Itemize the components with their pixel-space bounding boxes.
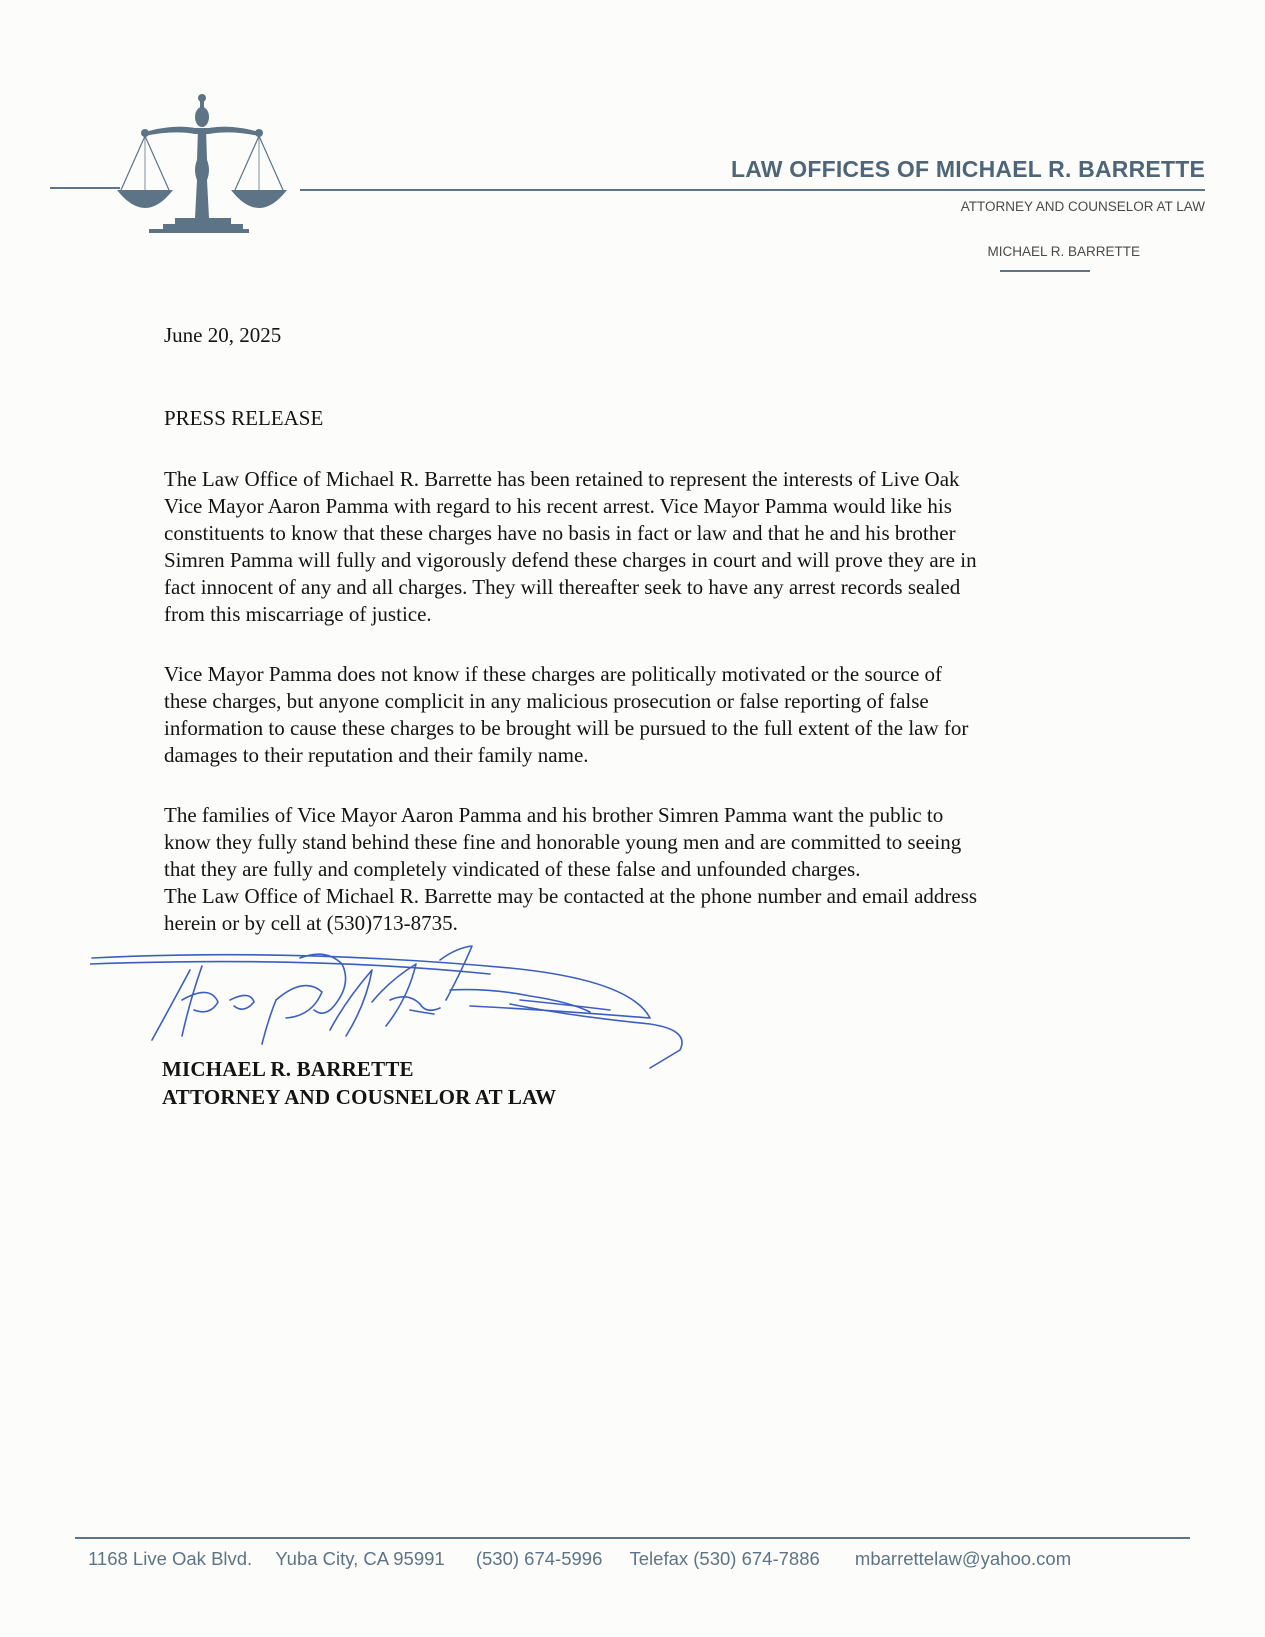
paragraph-line: fact innocent of any and all charges. They will thereafter seek to have any arrest records sealed bbox=[164, 575, 961, 599]
paragraph-line: Vice Mayor Pamma does not know if these charges are politically motivated or the source of bbox=[164, 662, 943, 686]
paragraph-line: The families of Vice Mayor Aaron Pamma and his brother Simren Pamma want the public to bbox=[164, 803, 944, 827]
paragraph-line: Simren Pamma will fully and vigorously defend these charges in court and will prove they are in bbox=[164, 548, 977, 572]
paragraph-line: that they are fully and completely vindicated of these false and unfounded charges. bbox=[164, 857, 861, 881]
letterhead-rule-left bbox=[50, 187, 120, 189]
paragraph-line: constituents to know that these charges have no basis in fact or law and that he and his brother bbox=[164, 521, 956, 545]
paragraph-line: these charges, but anyone complicit in any malicious prosecution or false reporting of false bbox=[164, 689, 929, 713]
paragraph-1 bbox=[164, 466, 1124, 628]
letterhead-rule-right bbox=[300, 189, 1205, 191]
paragraph-3 bbox=[164, 802, 1124, 937]
signatory-title: ATTORNEY AND COUSNELOR AT LAW bbox=[162, 1085, 557, 1109]
attorney-name-underline bbox=[1000, 270, 1090, 272]
paragraph-line: know they fully stand behind these fine and honorable young men and are committed to seeing bbox=[164, 830, 962, 854]
letter-heading: PRESS RELEASE bbox=[164, 406, 324, 430]
footer-city: Yuba City, CA 95991 bbox=[275, 1548, 445, 1569]
paragraph-line: damages to their reputation and their family name. bbox=[164, 743, 589, 767]
firm-name: LAW OFFICES OF MICHAEL R. BARRETTE bbox=[730, 156, 1205, 182]
footer-rule bbox=[75, 1537, 1190, 1539]
footer-phone: (530) 674-5996 bbox=[475, 1548, 603, 1569]
paragraph-line: from this miscarriage of justice. bbox=[164, 602, 432, 626]
footer-email: mbarrettelaw@yahoo.com bbox=[854, 1548, 1072, 1569]
signatory-name: MICHAEL R. BARRETTE bbox=[162, 1057, 414, 1081]
footer-address: 1168 Live Oak Blvd. bbox=[88, 1548, 253, 1569]
paragraph-2 bbox=[164, 661, 1124, 769]
paragraph-line: The Law Office of Michael R. Barrette may be contacted at the phone number and email address bbox=[164, 884, 978, 908]
paragraph-line: The Law Office of Michael R. Barrette has been retained to represent the interests of Live Oak bbox=[164, 467, 960, 491]
firm-subtitle: ATTORNEY AND COUNSELOR AT LAW bbox=[960, 199, 1205, 214]
paragraph-line: Vice Mayor Aaron Pamma with regard to his recent arrest. Vice Mayor Pamma would like his bbox=[164, 494, 952, 518]
letter-date: June 20, 2025 bbox=[164, 323, 282, 347]
footer-contact bbox=[88, 1548, 1071, 1570]
attorney-name: MICHAEL R. BARRETTE bbox=[987, 244, 1140, 259]
paragraph-line: information to cause these charges to be brought will be pursued to the full extent of the law for bbox=[164, 716, 969, 740]
paragraph-line: herein or by cell at (530)713-8735. bbox=[164, 911, 458, 935]
scales-of-justice-icon bbox=[115, 90, 315, 250]
footer-fax: Telefax (530) 674-7886 bbox=[629, 1548, 820, 1569]
